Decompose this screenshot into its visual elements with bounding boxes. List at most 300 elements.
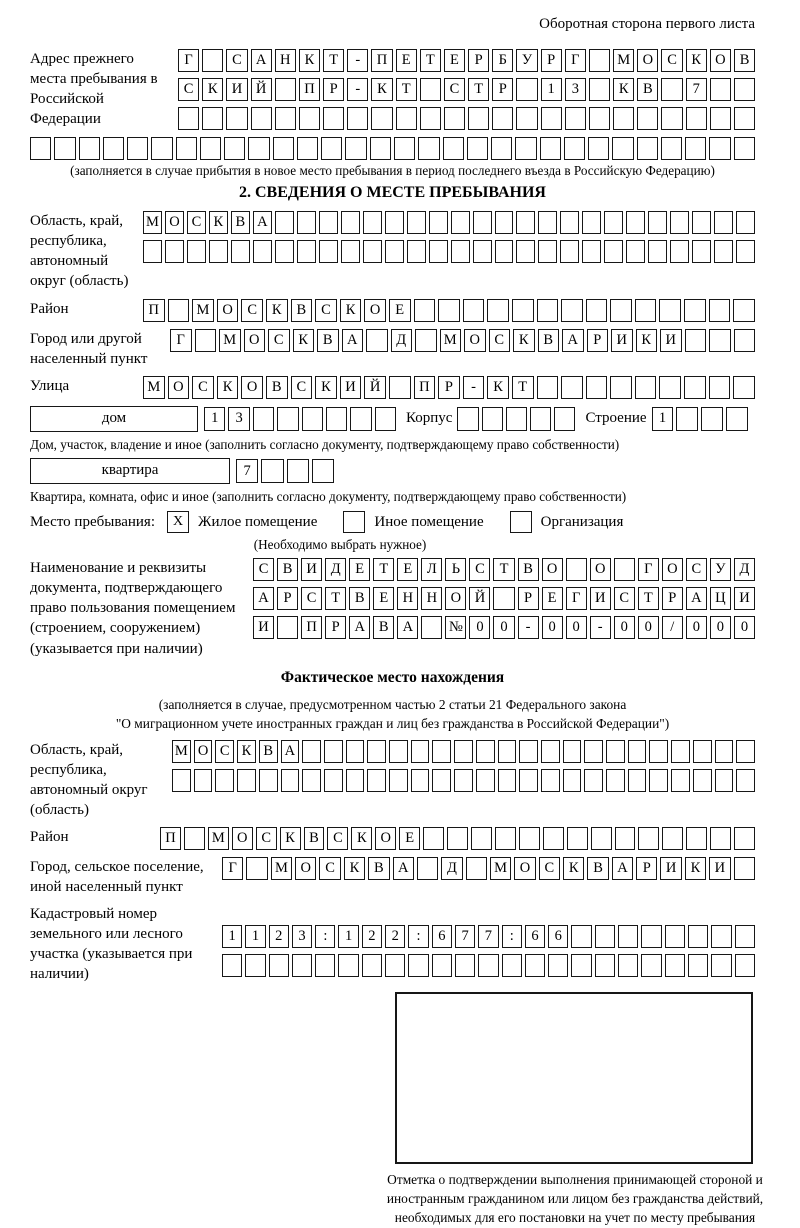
char-cell[interactable] (273, 137, 294, 160)
char-cell[interactable] (648, 240, 667, 263)
char-cell[interactable] (482, 407, 503, 431)
char-cell[interactable] (610, 376, 632, 399)
char-cell[interactable] (299, 107, 320, 130)
char-cell[interactable] (143, 240, 162, 263)
stay-option-residential-checkbox[interactable]: X (167, 511, 189, 533)
char-cell[interactable] (127, 137, 148, 160)
char-cell[interactable] (420, 78, 441, 101)
char-cell[interactable] (451, 240, 470, 263)
char-cell[interactable] (302, 769, 321, 792)
char-cell[interactable]: В (587, 857, 608, 880)
char-cell[interactable] (321, 137, 342, 160)
char-cell[interactable]: Р (468, 49, 489, 72)
char-cell[interactable] (451, 211, 470, 234)
char-cell[interactable] (414, 299, 436, 322)
char-cell[interactable] (275, 211, 294, 234)
char-cell[interactable] (302, 740, 321, 763)
char-cell[interactable]: - (347, 78, 368, 101)
char-cell[interactable]: Т (323, 49, 344, 72)
char-cell[interactable]: Р (541, 49, 562, 72)
char-cell[interactable] (516, 240, 535, 263)
stay-option-organization-checkbox[interactable] (510, 511, 532, 533)
char-cell[interactable] (468, 107, 489, 130)
char-cell[interactable] (537, 376, 559, 399)
char-cell[interactable]: 0 (566, 616, 587, 639)
char-cell[interactable]: В (637, 78, 658, 101)
char-cell[interactable] (455, 954, 475, 977)
char-cell[interactable] (659, 376, 681, 399)
char-cell[interactable] (346, 769, 365, 792)
char-cell[interactable] (411, 769, 430, 792)
char-cell[interactable] (604, 211, 623, 234)
char-cell[interactable]: 7 (455, 925, 475, 948)
char-cell[interactable] (466, 857, 487, 880)
char-cell[interactable]: К (563, 857, 584, 880)
char-cell[interactable] (350, 407, 371, 431)
char-cell[interactable]: С (215, 740, 234, 763)
char-cell[interactable] (662, 827, 683, 850)
char-cell[interactable]: С (661, 49, 682, 72)
char-cell[interactable] (418, 137, 439, 160)
char-cell[interactable]: О (445, 587, 466, 610)
char-cell[interactable]: Б (492, 49, 513, 72)
char-cell[interactable] (736, 769, 755, 792)
char-cell[interactable] (560, 240, 579, 263)
char-cell[interactable] (253, 240, 272, 263)
char-cell[interactable]: К (613, 78, 634, 101)
char-cell[interactable] (516, 107, 537, 130)
char-cell[interactable] (515, 137, 536, 160)
char-cell[interactable] (709, 299, 731, 322)
char-cell[interactable]: А (342, 329, 364, 352)
char-cell[interactable]: В (317, 329, 339, 352)
char-cell[interactable]: Е (349, 558, 370, 581)
char-cell[interactable] (287, 459, 309, 483)
char-cell[interactable]: Е (396, 49, 417, 72)
char-cell[interactable] (685, 137, 706, 160)
char-cell[interactable] (473, 240, 492, 263)
char-cell[interactable] (248, 137, 269, 160)
char-cell[interactable]: Т (325, 587, 346, 610)
char-cell[interactable] (417, 857, 438, 880)
char-cell[interactable] (736, 240, 755, 263)
char-cell[interactable]: О (590, 558, 611, 581)
char-cell[interactable]: 0 (614, 616, 635, 639)
char-cell[interactable] (297, 137, 318, 160)
char-cell[interactable]: М (490, 857, 511, 880)
char-cell[interactable]: Й (469, 587, 490, 610)
char-cell[interactable] (734, 827, 755, 850)
char-cell[interactable] (79, 137, 100, 160)
char-cell[interactable] (688, 954, 708, 977)
char-cell[interactable]: А (393, 857, 414, 880)
char-cell[interactable]: С (686, 558, 707, 581)
char-cell[interactable] (554, 407, 575, 431)
char-cell[interactable] (734, 329, 756, 352)
char-cell[interactable]: И (340, 376, 362, 399)
char-cell[interactable] (684, 376, 706, 399)
char-cell[interactable]: 1 (338, 925, 358, 948)
char-cell[interactable]: С (253, 558, 274, 581)
char-cell[interactable] (541, 740, 560, 763)
char-cell[interactable] (389, 376, 411, 399)
char-cell[interactable] (589, 78, 610, 101)
char-cell[interactable] (512, 299, 534, 322)
char-cell[interactable]: Т (373, 558, 394, 581)
char-cell[interactable] (530, 407, 551, 431)
char-cell[interactable] (612, 137, 633, 160)
char-cell[interactable]: А (349, 616, 370, 639)
char-cell[interactable]: К (636, 329, 658, 352)
char-cell[interactable] (454, 740, 473, 763)
char-cell[interactable]: Т (638, 587, 659, 610)
char-cell[interactable] (30, 137, 51, 160)
char-cell[interactable] (209, 240, 228, 263)
char-cell[interactable] (734, 137, 755, 160)
stay-option-other-checkbox[interactable] (343, 511, 365, 533)
char-cell[interactable] (476, 740, 495, 763)
char-cell[interactable]: И (226, 78, 247, 101)
char-cell[interactable] (443, 137, 464, 160)
char-cell[interactable]: А (251, 49, 272, 72)
char-cell[interactable] (385, 954, 405, 977)
char-cell[interactable] (222, 954, 242, 977)
char-cell[interactable]: С (241, 299, 263, 322)
char-cell[interactable]: - (463, 376, 485, 399)
char-cell[interactable] (269, 954, 289, 977)
char-cell[interactable] (561, 376, 583, 399)
char-cell[interactable] (200, 137, 221, 160)
char-cell[interactable] (564, 137, 585, 160)
char-cell[interactable]: Р (277, 587, 298, 610)
char-cell[interactable]: М (172, 740, 191, 763)
char-cell[interactable] (246, 857, 267, 880)
char-cell[interactable]: 0 (638, 616, 659, 639)
char-cell[interactable]: С (256, 827, 277, 850)
char-cell[interactable] (275, 240, 294, 263)
char-cell[interactable]: 0 (469, 616, 490, 639)
char-cell[interactable]: К (344, 857, 365, 880)
char-cell[interactable]: Й (364, 376, 386, 399)
char-cell[interactable] (370, 137, 391, 160)
char-cell[interactable] (432, 740, 451, 763)
char-cell[interactable] (709, 329, 731, 352)
char-cell[interactable] (595, 954, 615, 977)
char-cell[interactable] (735, 954, 755, 977)
char-cell[interactable]: Т (396, 78, 417, 101)
char-cell[interactable] (543, 827, 564, 850)
char-cell[interactable] (649, 740, 668, 763)
char-cell[interactable]: 7 (686, 78, 707, 101)
char-cell[interactable]: С (301, 587, 322, 610)
char-cell[interactable] (671, 740, 690, 763)
char-cell[interactable] (709, 376, 731, 399)
char-cell[interactable]: 6 (548, 925, 568, 948)
char-cell[interactable] (586, 376, 608, 399)
char-cell[interactable]: Р (323, 78, 344, 101)
char-cell[interactable]: Е (444, 49, 465, 72)
char-cell[interactable]: П (143, 299, 165, 322)
char-cell[interactable] (423, 827, 444, 850)
char-cell[interactable]: Е (542, 587, 563, 610)
char-cell[interactable] (604, 240, 623, 263)
char-cell[interactable] (591, 827, 612, 850)
char-cell[interactable] (561, 299, 583, 322)
char-cell[interactable]: О (375, 827, 396, 850)
char-cell[interactable] (733, 299, 755, 322)
char-cell[interactable]: А (281, 740, 300, 763)
char-cell[interactable] (641, 954, 661, 977)
char-cell[interactable]: : (408, 925, 428, 948)
char-cell[interactable] (375, 407, 396, 431)
char-cell[interactable] (685, 329, 707, 352)
char-cell[interactable]: К (266, 299, 288, 322)
char-cell[interactable] (302, 407, 323, 431)
char-cell[interactable]: И (709, 857, 730, 880)
char-cell[interactable] (566, 558, 587, 581)
char-cell[interactable]: О (662, 558, 683, 581)
char-cell[interactable]: / (662, 616, 683, 639)
char-cell[interactable]: С (291, 376, 313, 399)
char-cell[interactable] (251, 107, 272, 130)
char-cell[interactable]: В (304, 827, 325, 850)
char-cell[interactable] (538, 211, 557, 234)
char-cell[interactable] (245, 954, 265, 977)
char-cell[interactable] (297, 211, 316, 234)
char-cell[interactable]: А (253, 587, 274, 610)
char-cell[interactable]: И (734, 587, 755, 610)
house-box[interactable]: дом (30, 406, 198, 432)
char-cell[interactable] (589, 107, 610, 130)
char-cell[interactable] (714, 240, 733, 263)
char-cell[interactable]: : (502, 925, 522, 948)
char-cell[interactable]: Р (325, 616, 346, 639)
char-cell[interactable] (493, 587, 514, 610)
char-cell[interactable] (411, 740, 430, 763)
char-cell[interactable] (226, 107, 247, 130)
char-cell[interactable]: Т (420, 49, 441, 72)
char-cell[interactable]: С (539, 857, 560, 880)
char-cell[interactable] (187, 240, 206, 263)
char-cell[interactable] (613, 107, 634, 130)
char-cell[interactable] (641, 925, 661, 948)
char-cell[interactable]: П (301, 616, 322, 639)
char-cell[interactable] (165, 240, 184, 263)
char-cell[interactable] (184, 827, 205, 850)
char-cell[interactable]: 3 (565, 78, 586, 101)
char-cell[interactable] (710, 827, 731, 850)
char-cell[interactable]: 3 (228, 407, 249, 431)
char-cell[interactable]: О (637, 49, 658, 72)
char-cell[interactable]: № (445, 616, 466, 639)
char-cell[interactable]: Р (587, 329, 609, 352)
char-cell[interactable]: О (244, 329, 266, 352)
char-cell[interactable]: И (301, 558, 322, 581)
char-cell[interactable]: Л (421, 558, 442, 581)
char-cell[interactable]: Г (566, 587, 587, 610)
char-cell[interactable] (686, 107, 707, 130)
char-cell[interactable]: 1 (652, 407, 674, 431)
char-cell[interactable]: И (590, 587, 611, 610)
char-cell[interactable]: - (590, 616, 611, 639)
char-cell[interactable]: К (351, 827, 372, 850)
char-cell[interactable]: С (444, 78, 465, 101)
char-cell[interactable]: В (277, 558, 298, 581)
char-cell[interactable]: С (614, 587, 635, 610)
char-cell[interactable]: 0 (734, 616, 755, 639)
char-cell[interactable]: 6 (432, 925, 452, 948)
char-cell[interactable]: М (192, 299, 214, 322)
char-cell[interactable] (168, 299, 190, 322)
char-cell[interactable]: 1 (222, 925, 242, 948)
char-cell[interactable] (275, 107, 296, 130)
char-cell[interactable] (665, 954, 685, 977)
char-cell[interactable]: С (315, 299, 337, 322)
char-cell[interactable] (495, 211, 514, 234)
char-cell[interactable] (224, 137, 245, 160)
char-cell[interactable] (492, 107, 513, 130)
char-cell[interactable]: М (271, 857, 292, 880)
char-cell[interactable] (710, 78, 731, 101)
char-cell[interactable]: Д (441, 857, 462, 880)
char-cell[interactable]: К (340, 299, 362, 322)
char-cell[interactable]: А (612, 857, 633, 880)
char-cell[interactable]: Р (492, 78, 513, 101)
char-cell[interactable]: 7 (236, 459, 258, 483)
char-cell[interactable]: К (209, 211, 228, 234)
char-cell[interactable]: Н (275, 49, 296, 72)
char-cell[interactable] (407, 240, 426, 263)
char-cell[interactable]: Г (170, 329, 192, 352)
char-cell[interactable] (671, 769, 690, 792)
char-cell[interactable] (734, 78, 755, 101)
char-cell[interactable] (540, 137, 561, 160)
char-cell[interactable]: О (464, 329, 486, 352)
char-cell[interactable]: О (710, 49, 731, 72)
char-cell[interactable]: Т (468, 78, 489, 101)
char-cell[interactable] (692, 211, 711, 234)
char-cell[interactable]: 6 (525, 925, 545, 948)
char-cell[interactable] (195, 329, 217, 352)
char-cell[interactable] (315, 954, 335, 977)
char-cell[interactable] (491, 137, 512, 160)
char-cell[interactable] (151, 137, 172, 160)
char-cell[interactable] (326, 407, 347, 431)
char-cell[interactable] (346, 740, 365, 763)
char-cell[interactable] (347, 107, 368, 130)
char-cell[interactable] (618, 954, 638, 977)
char-cell[interactable] (202, 49, 223, 72)
char-cell[interactable]: С (327, 827, 348, 850)
char-cell[interactable] (736, 211, 755, 234)
char-cell[interactable]: Е (389, 299, 411, 322)
char-cell[interactable]: Н (421, 587, 442, 610)
char-cell[interactable]: У (516, 49, 537, 72)
char-cell[interactable] (637, 107, 658, 130)
char-cell[interactable] (487, 299, 509, 322)
char-cell[interactable] (710, 107, 731, 130)
char-cell[interactable] (584, 769, 603, 792)
char-cell[interactable] (548, 954, 568, 977)
char-cell[interactable] (565, 107, 586, 130)
char-cell[interactable]: С (187, 211, 206, 234)
char-cell[interactable]: К (299, 49, 320, 72)
char-cell[interactable]: А (562, 329, 584, 352)
char-cell[interactable]: Г (178, 49, 199, 72)
char-cell[interactable]: К (513, 329, 535, 352)
char-cell[interactable]: К (487, 376, 509, 399)
char-cell[interactable] (362, 954, 382, 977)
char-cell[interactable] (582, 240, 601, 263)
char-cell[interactable]: М (440, 329, 462, 352)
char-cell[interactable] (319, 211, 338, 234)
char-cell[interactable]: К (371, 78, 392, 101)
char-cell[interactable] (454, 769, 473, 792)
char-cell[interactable]: О (232, 827, 253, 850)
char-cell[interactable] (684, 299, 706, 322)
char-cell[interactable] (626, 240, 645, 263)
char-cell[interactable] (711, 954, 731, 977)
char-cell[interactable] (415, 329, 437, 352)
char-cell[interactable]: 1 (541, 78, 562, 101)
char-cell[interactable]: К (217, 376, 239, 399)
char-cell[interactable] (541, 107, 562, 130)
char-cell[interactable]: Т (512, 376, 534, 399)
char-cell[interactable]: П (160, 827, 181, 850)
char-cell[interactable]: Й (251, 78, 272, 101)
char-cell[interactable] (194, 769, 213, 792)
char-cell[interactable] (341, 240, 360, 263)
char-cell[interactable]: Е (399, 827, 420, 850)
char-cell[interactable] (429, 211, 448, 234)
char-cell[interactable]: 3 (292, 925, 312, 948)
char-cell[interactable]: 0 (493, 616, 514, 639)
char-cell[interactable] (693, 769, 712, 792)
char-cell[interactable]: 1 (204, 407, 225, 431)
char-cell[interactable] (444, 107, 465, 130)
char-cell[interactable] (628, 769, 647, 792)
char-cell[interactable]: М (219, 329, 241, 352)
char-cell[interactable] (363, 211, 382, 234)
char-cell[interactable]: 7 (478, 925, 498, 948)
char-cell[interactable] (231, 240, 250, 263)
char-cell[interactable]: О (217, 299, 239, 322)
char-cell[interactable] (457, 407, 478, 431)
char-cell[interactable]: П (414, 376, 436, 399)
char-cell[interactable]: В (231, 211, 250, 234)
char-cell[interactable] (726, 407, 748, 431)
char-cell[interactable] (447, 827, 468, 850)
char-cell[interactable] (701, 407, 723, 431)
char-cell[interactable]: Ц (710, 587, 731, 610)
char-cell[interactable] (259, 769, 278, 792)
char-cell[interactable] (407, 211, 426, 234)
char-cell[interactable] (715, 740, 734, 763)
char-cell[interactable]: К (686, 49, 707, 72)
char-cell[interactable]: Р (636, 857, 657, 880)
char-cell[interactable] (736, 740, 755, 763)
char-cell[interactable]: И (660, 329, 682, 352)
char-cell[interactable]: А (686, 587, 707, 610)
char-cell[interactable] (709, 137, 730, 160)
char-cell[interactable]: П (299, 78, 320, 101)
char-cell[interactable] (467, 137, 488, 160)
char-cell[interactable] (648, 211, 667, 234)
char-cell[interactable]: 0 (686, 616, 707, 639)
char-cell[interactable] (394, 137, 415, 160)
char-cell[interactable] (371, 107, 392, 130)
char-cell[interactable]: Г (638, 558, 659, 581)
